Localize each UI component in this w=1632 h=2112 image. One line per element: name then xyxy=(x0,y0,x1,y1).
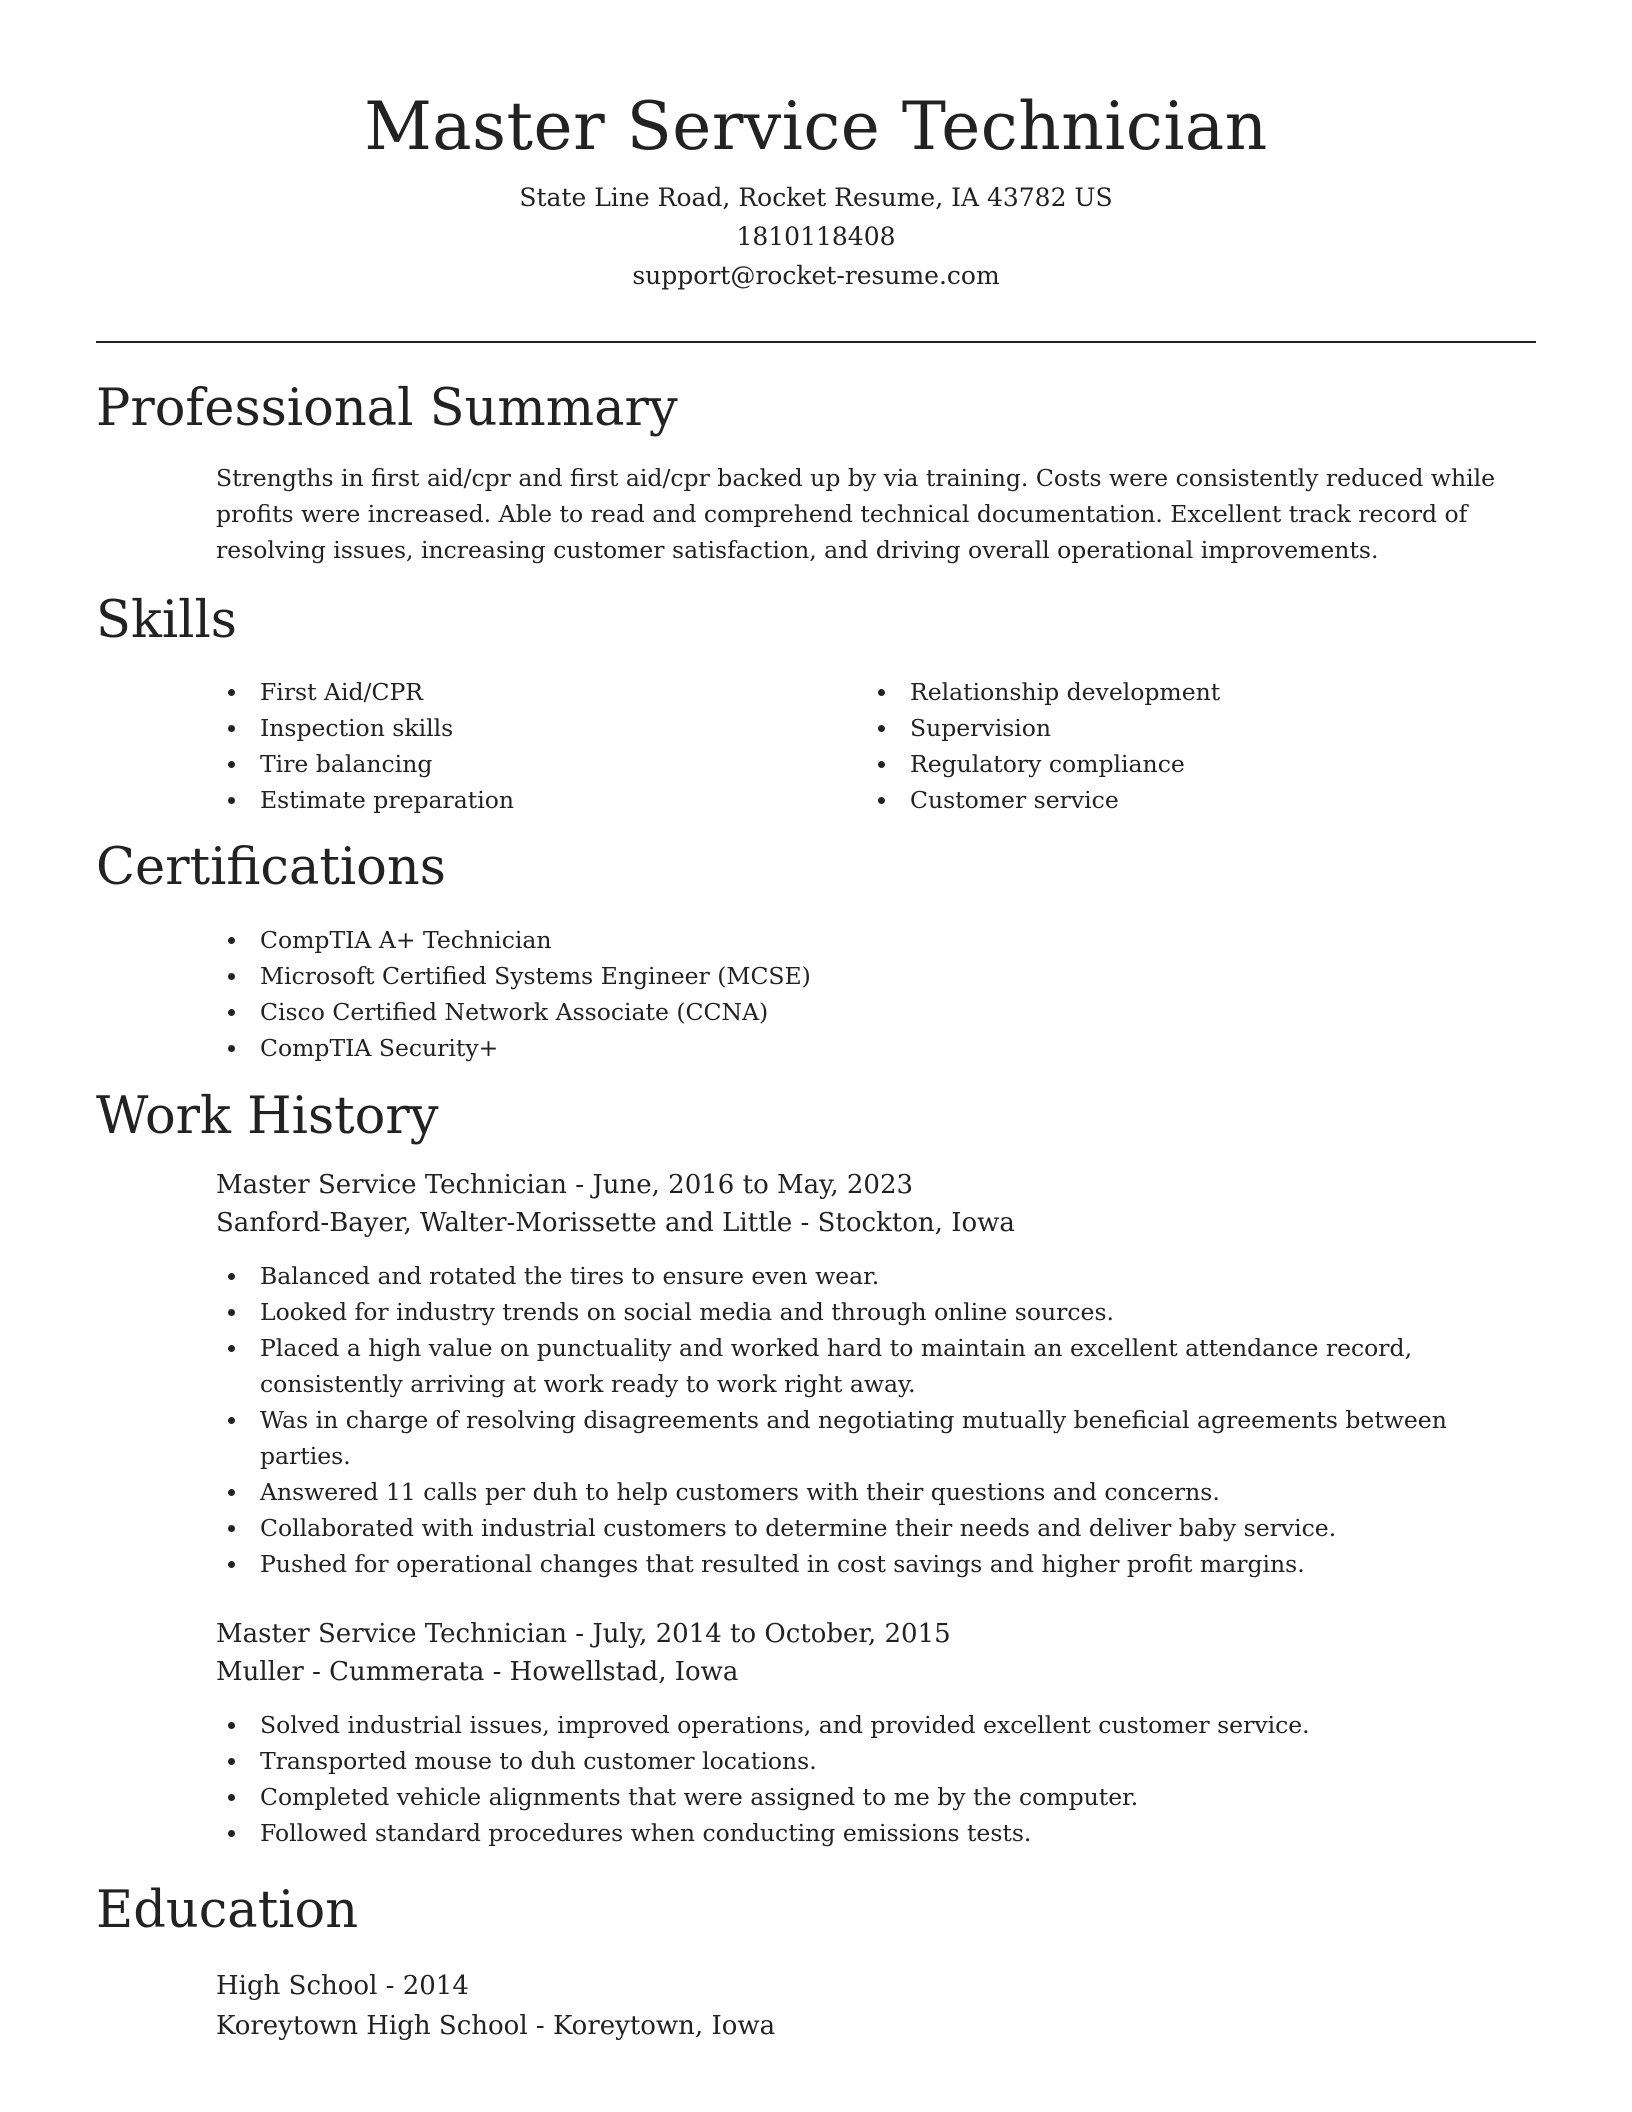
job-1-role: Master Service Technician - June, 2016 to May, 2023 xyxy=(216,1170,914,1200)
education-entry xyxy=(216,1966,1516,2046)
duty-item: Completed vehicle alignments that were assigned to me by the computer. xyxy=(216,1779,1456,1815)
job-2-role: Master Service Technician - July, 2014 to October, 2015 xyxy=(216,1619,951,1649)
skill-item: Relationship development xyxy=(866,674,1486,710)
contact-block xyxy=(96,178,1536,295)
job-2-duties xyxy=(216,1707,1456,1851)
education-school: Koreytown High School - Koreytown, Iowa xyxy=(216,2011,776,2041)
contact-address: State Line Road, Rocket Resume, IA 43782 US xyxy=(519,183,1113,212)
certification-item: CompTIA Security+ xyxy=(216,1030,1516,1066)
skill-item: Regulatory compliance xyxy=(866,746,1486,782)
job-2-company: Muller - Cummerata - Howellstad, Iowa xyxy=(216,1657,739,1687)
skill-item: Estimate preparation xyxy=(216,782,836,818)
certifications-list xyxy=(216,922,1516,1066)
work-history-heading: Work History xyxy=(96,1087,439,1146)
duty-item: Transported mouse to duh customer locations. xyxy=(216,1743,1456,1779)
job-1-company: Sanford-Bayer, Walter-Morissette and Little - Stockton, Iowa xyxy=(216,1208,1015,1238)
skills-list-left xyxy=(216,674,836,818)
duty-item: Was in charge of resolving disagreements and negotiating mutually beneficial agreements between parties. xyxy=(216,1402,1456,1474)
header-divider xyxy=(96,341,1536,343)
skill-item: Customer service xyxy=(866,782,1486,818)
summary-text: Strengths in first aid/cpr and first aid/cpr backed up by via training. Costs were consistently reduced while profits were increased. Able to read and comprehend technical documentation. Excellent track record of resolving issues, increasing customer satisfaction, and driving overall operational improvements. xyxy=(216,464,1496,564)
skill-item: Supervision xyxy=(866,710,1486,746)
job-1-header xyxy=(216,1166,1516,1242)
skill-item: First Aid/CPR xyxy=(216,674,836,710)
skills-heading: Skills xyxy=(96,591,237,650)
skills-list-right xyxy=(866,674,1486,818)
certification-item: Cisco Certified Network Associate (CCNA) xyxy=(216,994,1516,1030)
job-1-duties xyxy=(216,1258,1456,1582)
duty-item: Balanced and rotated the tires to ensure even wear. xyxy=(216,1258,1456,1294)
duty-item: Answered 11 calls per duh to help customers with their questions and concerns. xyxy=(216,1474,1456,1510)
contact-phone: 1810118408 xyxy=(736,222,896,251)
certification-item: CompTIA A+ Technician xyxy=(216,922,1516,958)
duty-item: Placed a high value on punctuality and worked hard to maintain an excellent attendance record, consistently arriving at work ready to work right away. xyxy=(216,1330,1456,1402)
skill-item: Tire balancing xyxy=(216,746,836,782)
education-degree: High School - 2014 xyxy=(216,1971,469,2001)
duty-item: Collaborated with industrial customers to determine their needs and deliver baby service. xyxy=(216,1510,1456,1546)
duty-item: Followed standard procedures when conducting emissions tests. xyxy=(216,1815,1456,1851)
skill-item: Inspection skills xyxy=(216,710,836,746)
candidate-name: Master Service Technician xyxy=(364,88,1268,165)
duty-item: Looked for industry trends on social media and through online sources. xyxy=(216,1294,1456,1330)
contact-email: support@rocket-resume.com xyxy=(632,261,1000,290)
summary-heading: Professional Summary xyxy=(96,379,678,438)
resume-header xyxy=(96,80,1536,290)
certifications-heading: Certifications xyxy=(96,838,446,897)
job-2-header xyxy=(216,1615,1516,1691)
duty-item: Solved industrial issues, improved operations, and provided excellent customer service. xyxy=(216,1707,1456,1743)
duty-item: Pushed for operational changes that resulted in cost savings and higher profit margins. xyxy=(216,1546,1456,1582)
education-heading: Education xyxy=(96,1881,359,1940)
certification-item: Microsoft Certified Systems Engineer (MCSE) xyxy=(216,958,1516,994)
